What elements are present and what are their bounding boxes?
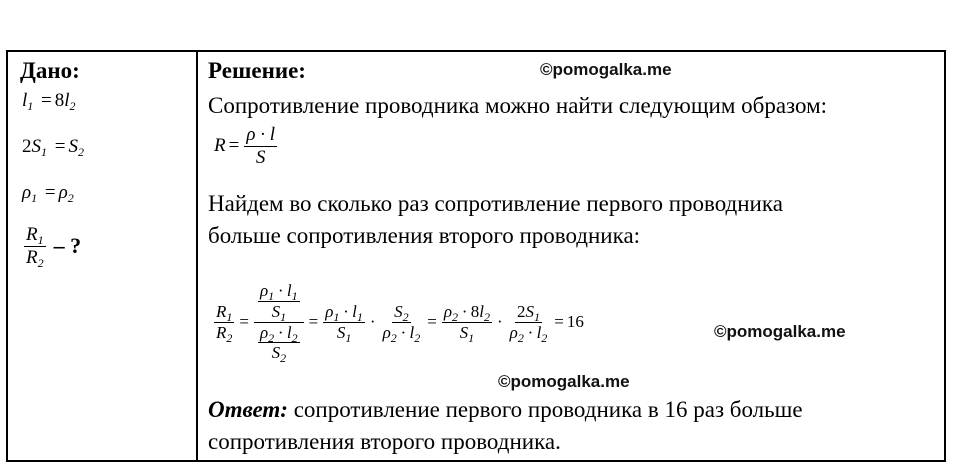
answer-line-1	[208, 394, 803, 426]
answer-line-2: сопротивления второго проводника.	[208, 429, 561, 454]
given-line-3: $\rho_1 = \rho_2$	[22, 182, 74, 205]
answer-label: Ответ:	[208, 397, 288, 422]
column-divider	[196, 52, 198, 460]
watermark-3: ©pomogalka.me	[498, 372, 630, 391]
answer-text-1: сопротивление первого проводника в 16 раз больше	[287, 397, 803, 422]
solution-line-2: Найдем во сколько раз сопротивление первого проводника	[208, 191, 783, 216]
watermark-2: ©pomogalka.me	[714, 322, 846, 341]
given-question: $\frac{R_1}{R_2}$ – ?	[26, 224, 82, 270]
given-line-1: $l_1 = 8l_2$	[22, 90, 76, 113]
derivation-equation: $\frac{R_1}{R_2}$ = $\frac{\frac{\rho_1 \cdot l_1}{S_1}}{\frac{\rho_2 \cdot l_2}{S_2}}$ = $\frac{\rho_1 \cdot l_1}{S_1}$ · $\frac{S_2}{\rho_2 \cdot l_2}$ = $\frac{\rho_2 \cdot 8l_2}{S_1}$ · $\frac{2S_1}{\rho_2 \cdot l_2}$ = 16	[216, 281, 584, 366]
solution-line-3: больше сопротивления второго проводника:	[208, 223, 641, 248]
watermark-1: ©pomogalka.me	[540, 60, 672, 79]
solution-table	[6, 50, 946, 462]
ratio-fraction: $\frac{R_1}{R_2}$	[26, 224, 44, 270]
resistance-formula: R = $\frac{\rho \cdot l}{S}$	[214, 124, 275, 168]
given-title: Дано:	[20, 58, 80, 83]
given-line-2: $2S_1 = S_2$	[22, 136, 84, 159]
solution-line-1: Сопротивление проводника можно найти следующим образом:	[208, 93, 828, 118]
solution-title: Решение:	[208, 58, 306, 83]
